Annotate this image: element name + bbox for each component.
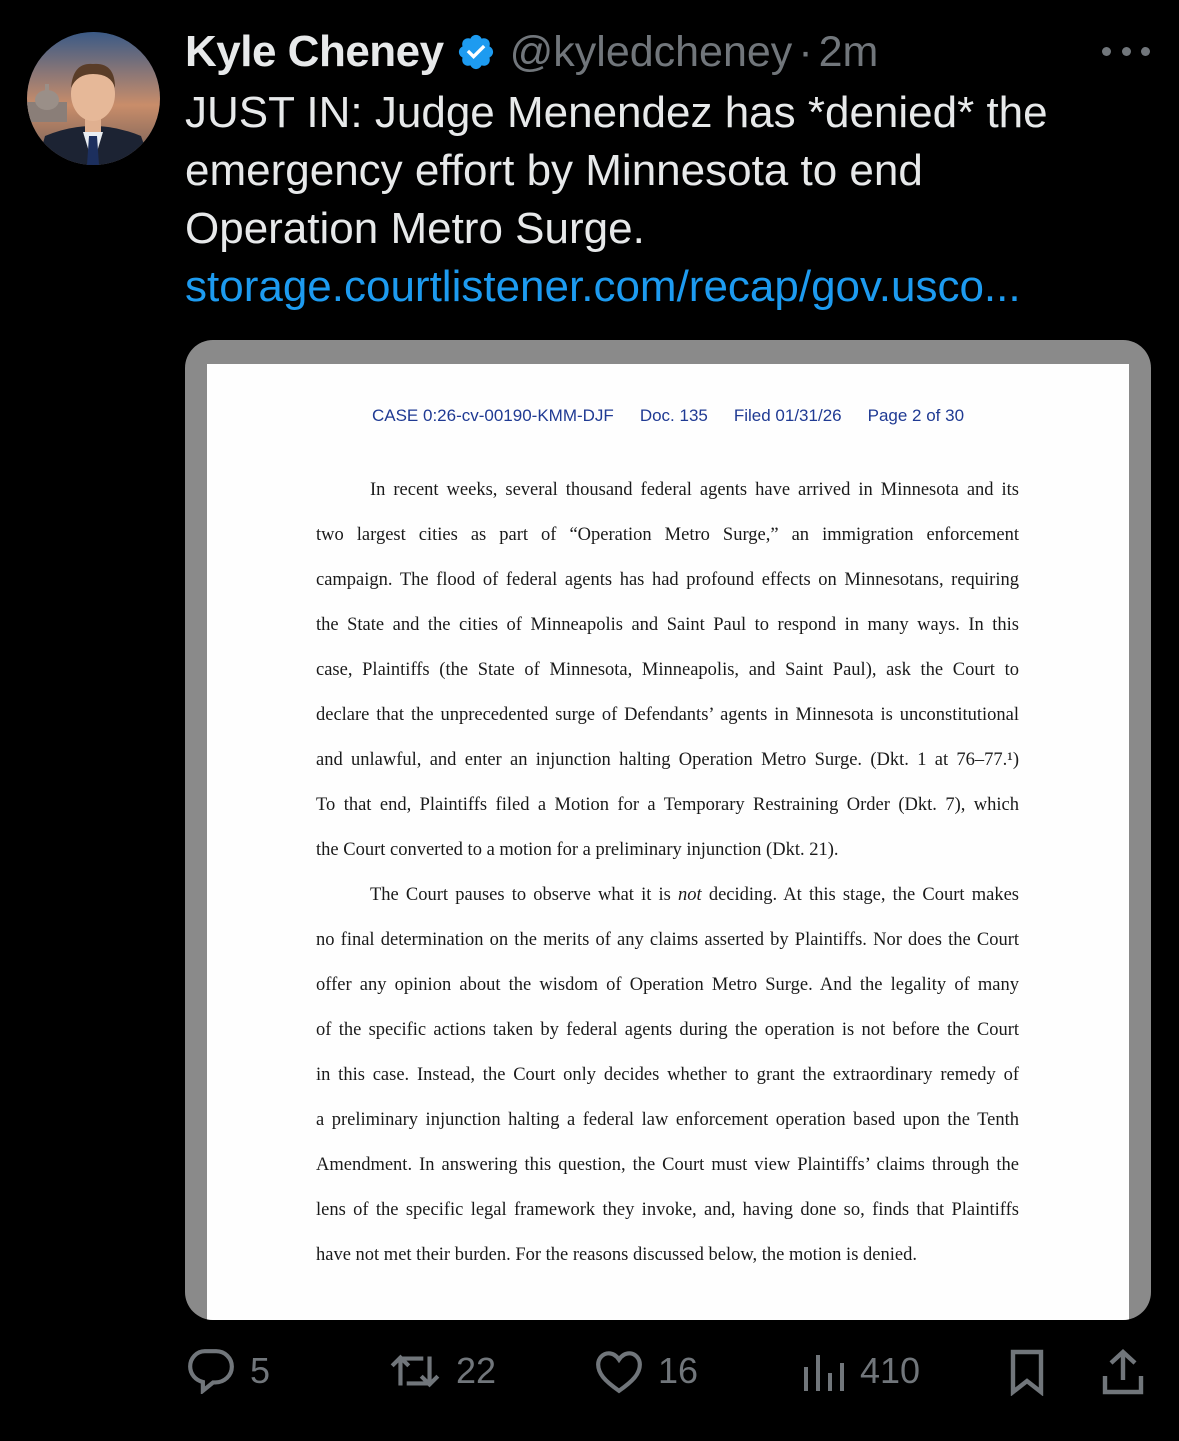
filed-date: Filed 01/31/26 (733, 406, 842, 425)
author-name[interactable]: Kyle Cheney (185, 27, 444, 76)
action-bar (0, 1340, 1179, 1404)
more-dot (1122, 47, 1131, 56)
attached-image[interactable] (185, 340, 1151, 1320)
tweet-text-line: JUST IN: Judge Menendez has *denied* the (185, 88, 1048, 137)
doc-number: Doc. 135 (639, 406, 708, 425)
document-line: the State and the cities of Minneapolis and Saint Paul to respond in many ways. In this (316, 615, 1019, 635)
document-line: Amendment. In answering this question, the Court must view Plaintiffs’ claims through the (316, 1155, 1019, 1175)
avatar-image (27, 32, 160, 165)
reply-count: 5 (250, 1350, 271, 1391)
separator-dot: · (798, 27, 813, 76)
document-line: and unlawful, and enter an injunction halting Operation Metro Surge. (Dkt. 1 at 76–77.¹) (316, 750, 1019, 770)
document-line: The Court pauses to observe what it is not deciding. At this stage, the Court makes (370, 885, 1019, 905)
more-options-icon[interactable] (1102, 40, 1150, 62)
repost-icon (388, 1348, 442, 1394)
more-dot (1141, 47, 1150, 56)
tweet-text (185, 84, 1145, 316)
tweet-text-line: Operation Metro Surge. (185, 204, 645, 253)
share-icon (1100, 1348, 1146, 1396)
reply-icon (186, 1348, 236, 1394)
timestamp[interactable]: 2m (818, 27, 879, 76)
document-line: In recent weeks, several thousand federal agents have arrived in Minnesota and its (370, 480, 1019, 500)
views-button[interactable] (802, 1348, 920, 1394)
bookmark-icon (1006, 1348, 1048, 1396)
emphasis-not: not (678, 885, 702, 905)
document-page (207, 364, 1129, 1320)
share-button[interactable] (1100, 1348, 1146, 1396)
document-line: a preliminary injunction halting a federal law enforcement operation based upon the Tenth (316, 1110, 1019, 1130)
author-handle[interactable]: @kyledcheney (509, 27, 793, 76)
document-line: lens of the specific legal framework they invoke, and, having done so, finds that Plaintiffs (316, 1200, 1019, 1220)
document-line: two largest cities as part of “Operation Metro Surge,” an immigration enforcement (316, 525, 1019, 545)
view-count: 410 (860, 1350, 921, 1391)
verified-badge-icon (456, 32, 496, 72)
document-header (207, 406, 1129, 426)
document-line: campaign. The flood of federal agents has had profound effects on Minnesotans, requiring (316, 570, 1019, 590)
document-line: To that end, Plaintiffs filed a Motion for a Temporary Restraining Order (Dkt. 7), which (316, 795, 1019, 815)
more-dot (1102, 47, 1111, 56)
document-line: case, Plaintiffs (the State of Minnesota, Minneapolis, and Saint Paul), ask the Court to (316, 660, 1019, 680)
case-number: CASE 0:26-cv-00190-KMM-DJF (371, 406, 614, 425)
tweet-header (185, 22, 878, 82)
document-line: declare that the unprecedented surge of Defendants’ agents in Minnesota is unconstitutional (316, 705, 1019, 725)
page-number: Page 2 of 30 (867, 406, 965, 425)
heart-icon (594, 1348, 644, 1394)
reply-button[interactable] (186, 1348, 270, 1394)
document-line: the Court converted to a motion for a preliminary injunction (Dkt. 21). (316, 840, 839, 860)
document-line: offer any opinion about the wisdom of Operation Metro Surge. And the legality of many (316, 975, 1019, 995)
document-body (316, 468, 1019, 1278)
repost-button[interactable] (388, 1348, 496, 1394)
repost-count: 22 (456, 1350, 497, 1391)
document-line: no final determination on the merits of any claims asserted by Plaintiffs. Nor does the Court (316, 930, 1019, 950)
bookmark-button[interactable] (1006, 1348, 1048, 1396)
document-line: in this case. Instead, the Court only decides whether to grant the extraordinary remedy of (316, 1065, 1019, 1085)
avatar[interactable] (27, 32, 160, 165)
document-line: of the specific actions taken by federal agents during the operation is not before the Court (316, 1020, 1019, 1040)
document-line: have not met their burden. For the reasons discussed below, the motion is denied. (316, 1245, 917, 1265)
tweet-link[interactable]: storage.courtlistener.com/recap/gov.usco... (185, 262, 1021, 311)
like-count: 16 (658, 1350, 699, 1391)
views-bar-chart-icon (802, 1348, 846, 1394)
tweet-text-line: emergency effort by Minnesota to end (185, 146, 923, 195)
like-button[interactable] (594, 1348, 698, 1394)
